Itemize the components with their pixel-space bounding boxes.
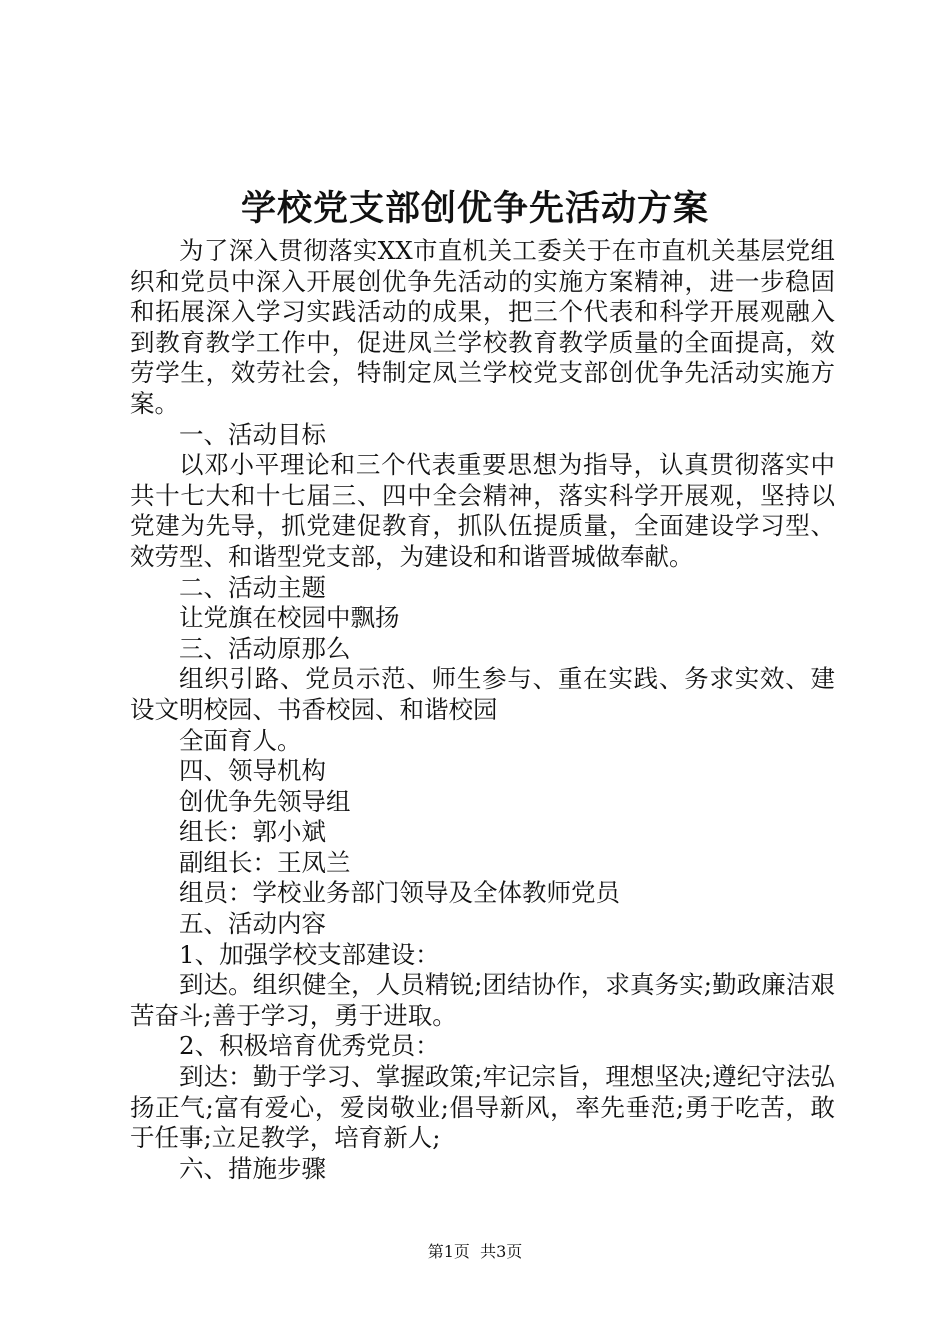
leader-line: 组长：郭小斌 — [179, 817, 326, 847]
content-item-1-paragraph: 到达。组织健全，人员精锐;团结协作，求真务实;勤政廉洁艰苦奋斗;善于学习，勇于进取。 — [130, 970, 835, 1030]
section-heading-content: 五、活动内容 — [179, 909, 326, 939]
deputy-leader-line: 副组长：王凤兰 — [179, 847, 351, 877]
page-number: 第1页 — [427, 1242, 470, 1261]
document-title: 学校党支部创优争先活动方案 — [240, 188, 709, 229]
principles-continuation: 全面育人。 — [179, 725, 302, 755]
section-heading-goal: 一、活动目标 — [179, 419, 326, 449]
section-heading-theme: 二、活动主题 — [179, 572, 326, 602]
section-heading-principles: 三、活动原那么 — [179, 633, 351, 663]
leadership-group-name: 创优争先领导组 — [179, 786, 351, 816]
page-total: 共3页 — [480, 1242, 523, 1261]
page-footer — [0, 1242, 950, 1262]
intro-paragraph: 为了深入贯彻落实XX市直机关工委关于在市直机关基层党组织和党员中深入开展创优争先活动的实施方案精神，进一步稳固和拓展深入学习实践活动的成果，把三个代表和科学开展观融入到教育教学工作中，促进凤兰学校教育教学质量的全面提高，效劳学生，效劳社会，特制定凤兰学校党支部创优争先活动实施方案。 — [130, 236, 835, 418]
section-heading-leadership: 四、领导机构 — [179, 756, 326, 786]
content-item-1-heading: 1、加强学校支部建设： — [179, 939, 440, 969]
content-item-2-heading: 2、积极培育优秀党员： — [179, 1031, 440, 1061]
theme-paragraph: 让党旗在校园中飘扬 — [179, 603, 400, 633]
document-body — [130, 236, 835, 1184]
principles-paragraph: 组织引路、党员示范、师生参与、重在实践、务求实效、建设文明校园、书香校园、和谐校园 — [130, 664, 835, 724]
goal-paragraph: 以邓小平理论和三个代表重要思想为指导，认真贯彻落实中共十七大和十七届三、四中全会精神，落实科学开展观，坚持以党建为先导，抓党建促教育，抓队伍提质量，全面建设学习型、效劳型、和谐型党支部，为建设和和谐晋城做奉献。 — [130, 450, 835, 571]
members-line: 组员：学校业务部门领导及全体教师党员 — [179, 878, 620, 908]
content-item-2-paragraph: 到达：勤于学习、掌握政策;牢记宗旨，理想坚决;遵纪守法弘扬正气;富有爱心，爱岗敬业;倡导新风，率先垂范;勇于吃苦，敢于任事;立足教学，培育新人; — [130, 1062, 835, 1153]
section-heading-measures: 六、措施步骤 — [179, 1153, 326, 1183]
